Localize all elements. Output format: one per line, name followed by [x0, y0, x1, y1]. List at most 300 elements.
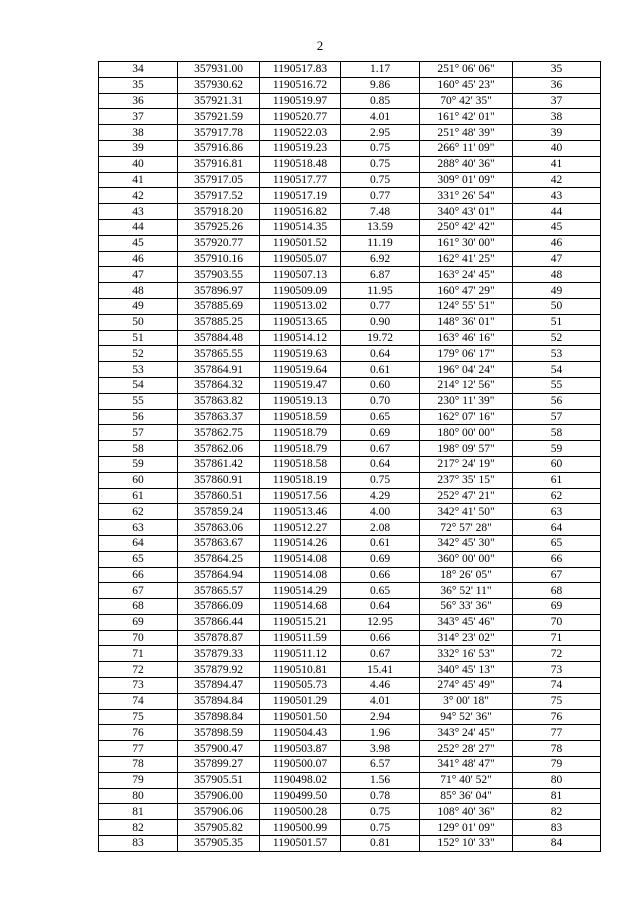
x-coordinate-cell: 357860.51 [178, 488, 260, 504]
next-point-cell: 65 [513, 535, 601, 551]
distance-cell: 4.01 [341, 109, 420, 125]
next-point-cell: 63 [513, 504, 601, 520]
table-row [99, 409, 601, 425]
y-coordinate-cell: 1190501.52 [260, 235, 341, 251]
x-coordinate-cell: 357864.25 [178, 551, 260, 567]
bearing-cell: 198° 09' 57" [420, 441, 513, 457]
distance-cell: 12.95 [341, 614, 420, 630]
next-point-cell: 84 [513, 836, 601, 852]
table-row [99, 346, 601, 362]
distance-cell: 0.65 [341, 583, 420, 599]
x-coordinate-cell: 357879.33 [178, 646, 260, 662]
bearing-cell: 180° 00' 00" [420, 425, 513, 441]
distance-cell: 6.57 [341, 757, 420, 773]
distance-cell: 0.75 [341, 820, 420, 836]
x-coordinate-cell: 357917.52 [178, 188, 260, 204]
distance-cell: 2.94 [341, 709, 420, 725]
distance-cell: 9.86 [341, 77, 420, 93]
bearing-cell: 160° 47' 29" [420, 283, 513, 299]
table-row [99, 709, 601, 725]
table-row [99, 741, 601, 757]
x-coordinate-cell: 357864.32 [178, 377, 260, 393]
y-coordinate-cell: 1190516.82 [260, 204, 341, 220]
bearing-cell: 340° 45' 13" [420, 662, 513, 678]
y-coordinate-cell: 1190513.46 [260, 504, 341, 520]
bearing-cell: 342° 45' 30" [420, 535, 513, 551]
x-coordinate-cell: 357863.37 [178, 409, 260, 425]
x-coordinate-cell: 357863.06 [178, 520, 260, 536]
point-number-cell: 74 [99, 693, 178, 709]
y-coordinate-cell: 1190518.79 [260, 425, 341, 441]
point-number-cell: 59 [99, 456, 178, 472]
distance-cell: 0.75 [341, 804, 420, 820]
bearing-cell: 70° 42' 35" [420, 93, 513, 109]
next-point-cell: 82 [513, 804, 601, 820]
x-coordinate-cell: 357906.06 [178, 804, 260, 820]
x-coordinate-cell: 357910.16 [178, 251, 260, 267]
distance-cell: 0.61 [341, 362, 420, 378]
point-number-cell: 64 [99, 535, 178, 551]
table-row [99, 662, 601, 678]
point-number-cell: 66 [99, 567, 178, 583]
table-row [99, 330, 601, 346]
point-number-cell: 43 [99, 204, 178, 220]
bearing-cell: 251° 48' 39" [420, 125, 513, 141]
point-number-cell: 68 [99, 599, 178, 615]
distance-cell: 0.77 [341, 298, 420, 314]
point-number-cell: 62 [99, 504, 178, 520]
x-coordinate-cell: 357863.67 [178, 535, 260, 551]
table-row [99, 156, 601, 172]
y-coordinate-cell: 1190513.65 [260, 314, 341, 330]
x-coordinate-cell: 357900.47 [178, 741, 260, 757]
bearing-cell: 36° 52' 11" [420, 583, 513, 599]
table-row [99, 251, 601, 267]
next-point-cell: 66 [513, 551, 601, 567]
y-coordinate-cell: 1190519.97 [260, 93, 341, 109]
next-point-cell: 38 [513, 109, 601, 125]
next-point-cell: 37 [513, 93, 601, 109]
y-coordinate-cell: 1190519.64 [260, 362, 341, 378]
y-coordinate-cell: 1190501.57 [260, 836, 341, 852]
next-point-cell: 43 [513, 188, 601, 204]
x-coordinate-cell: 357905.35 [178, 836, 260, 852]
distance-cell: 0.75 [341, 472, 420, 488]
next-point-cell: 46 [513, 235, 601, 251]
point-number-cell: 53 [99, 362, 178, 378]
table-row [99, 804, 601, 820]
bearing-cell: 252° 28' 27" [420, 741, 513, 757]
table-row [99, 693, 601, 709]
distance-cell: 2.08 [341, 520, 420, 536]
bearing-cell: 340° 43' 01" [420, 204, 513, 220]
point-number-cell: 65 [99, 551, 178, 567]
y-coordinate-cell: 1190519.13 [260, 393, 341, 409]
x-coordinate-cell: 357903.55 [178, 267, 260, 283]
x-coordinate-cell: 357865.57 [178, 583, 260, 599]
x-coordinate-cell: 357918.20 [178, 204, 260, 220]
table-row [99, 836, 601, 852]
point-number-cell: 57 [99, 425, 178, 441]
y-coordinate-cell: 1190517.56 [260, 488, 341, 504]
y-coordinate-cell: 1190514.08 [260, 567, 341, 583]
y-coordinate-cell: 1190511.59 [260, 630, 341, 646]
distance-cell: 11.95 [341, 283, 420, 299]
y-coordinate-cell: 1190499.50 [260, 788, 341, 804]
bearing-cell: 152° 10' 33" [420, 836, 513, 852]
y-coordinate-cell: 1190518.59 [260, 409, 341, 425]
distance-cell: 0.90 [341, 314, 420, 330]
x-coordinate-cell: 357862.06 [178, 441, 260, 457]
point-number-cell: 76 [99, 725, 178, 741]
next-point-cell: 73 [513, 662, 601, 678]
point-number-cell: 70 [99, 630, 178, 646]
next-point-cell: 76 [513, 709, 601, 725]
next-point-cell: 47 [513, 251, 601, 267]
table-row [99, 441, 601, 457]
distance-cell: 0.66 [341, 630, 420, 646]
bearing-cell: 309° 01' 09" [420, 172, 513, 188]
distance-cell: 0.60 [341, 377, 420, 393]
x-coordinate-cell: 357925.26 [178, 219, 260, 235]
bearing-cell: 252° 47' 21" [420, 488, 513, 504]
y-coordinate-cell: 1190510.81 [260, 662, 341, 678]
bearing-cell: 217° 24' 19" [420, 456, 513, 472]
table-row [99, 125, 601, 141]
point-number-cell: 51 [99, 330, 178, 346]
point-number-cell: 55 [99, 393, 178, 409]
next-point-cell: 39 [513, 125, 601, 141]
y-coordinate-cell: 1190512.27 [260, 520, 341, 536]
y-coordinate-cell: 1190519.23 [260, 140, 341, 156]
x-coordinate-cell: 357917.78 [178, 125, 260, 141]
x-coordinate-cell: 357921.31 [178, 93, 260, 109]
table-row [99, 772, 601, 788]
distance-cell: 13.59 [341, 219, 420, 235]
y-coordinate-cell: 1190501.50 [260, 709, 341, 725]
table-row [99, 204, 601, 220]
distance-cell: 0.78 [341, 788, 420, 804]
x-coordinate-cell: 357894.47 [178, 678, 260, 694]
x-coordinate-cell: 357884.48 [178, 330, 260, 346]
point-number-cell: 81 [99, 804, 178, 820]
next-point-cell: 78 [513, 741, 601, 757]
next-point-cell: 69 [513, 599, 601, 615]
point-number-cell: 50 [99, 314, 178, 330]
next-point-cell: 50 [513, 298, 601, 314]
x-coordinate-cell: 357931.00 [178, 62, 260, 78]
point-number-cell: 60 [99, 472, 178, 488]
next-point-cell: 67 [513, 567, 601, 583]
x-coordinate-cell: 357859.24 [178, 504, 260, 520]
bearing-cell: 162° 07' 16" [420, 409, 513, 425]
y-coordinate-cell: 1190505.07 [260, 251, 341, 267]
x-coordinate-cell: 357899.27 [178, 757, 260, 773]
x-coordinate-cell: 357905.51 [178, 772, 260, 788]
x-coordinate-cell: 357905.82 [178, 820, 260, 836]
y-coordinate-cell: 1190514.68 [260, 599, 341, 615]
x-coordinate-cell: 357864.91 [178, 362, 260, 378]
point-number-cell: 38 [99, 125, 178, 141]
distance-cell: 6.92 [341, 251, 420, 267]
table-row [99, 551, 601, 567]
table-row [99, 188, 601, 204]
bearing-cell: 71° 40' 52" [420, 772, 513, 788]
next-point-cell: 36 [513, 77, 601, 93]
next-point-cell: 58 [513, 425, 601, 441]
x-coordinate-cell: 357917.05 [178, 172, 260, 188]
bearing-cell: 250° 42' 42" [420, 219, 513, 235]
point-number-cell: 40 [99, 156, 178, 172]
x-coordinate-cell: 357894.84 [178, 693, 260, 709]
next-point-cell: 60 [513, 456, 601, 472]
y-coordinate-cell: 1190522.03 [260, 125, 341, 141]
x-coordinate-cell: 357916.81 [178, 156, 260, 172]
y-coordinate-cell: 1190516.72 [260, 77, 341, 93]
table-row [99, 314, 601, 330]
next-point-cell: 35 [513, 62, 601, 78]
bearing-cell: 343° 24' 45" [420, 725, 513, 741]
table-row [99, 820, 601, 836]
bearing-cell: 342° 41' 50" [420, 504, 513, 520]
table-row [99, 362, 601, 378]
distance-cell: 0.77 [341, 188, 420, 204]
bearing-cell: 237° 35' 15" [420, 472, 513, 488]
next-point-cell: 56 [513, 393, 601, 409]
next-point-cell: 44 [513, 204, 601, 220]
x-coordinate-cell: 357921.59 [178, 109, 260, 125]
next-point-cell: 61 [513, 472, 601, 488]
table-row [99, 472, 601, 488]
table-row [99, 630, 601, 646]
table-row [99, 456, 601, 472]
y-coordinate-cell: 1190520.77 [260, 109, 341, 125]
distance-cell: 6.87 [341, 267, 420, 283]
table-row [99, 393, 601, 409]
y-coordinate-cell: 1190505.73 [260, 678, 341, 694]
next-point-cell: 71 [513, 630, 601, 646]
bearing-cell: 56° 33' 36" [420, 599, 513, 615]
distance-cell: 3.98 [341, 741, 420, 757]
y-coordinate-cell: 1190500.99 [260, 820, 341, 836]
point-number-cell: 45 [99, 235, 178, 251]
x-coordinate-cell: 357861.42 [178, 456, 260, 472]
distance-cell: 0.75 [341, 140, 420, 156]
point-number-cell: 67 [99, 583, 178, 599]
bearing-cell: 331° 26' 54" [420, 188, 513, 204]
distance-cell: 4.01 [341, 693, 420, 709]
y-coordinate-cell: 1190501.29 [260, 693, 341, 709]
y-coordinate-cell: 1190519.63 [260, 346, 341, 362]
point-number-cell: 35 [99, 77, 178, 93]
next-point-cell: 51 [513, 314, 601, 330]
x-coordinate-cell: 357898.84 [178, 709, 260, 725]
y-coordinate-cell: 1190517.77 [260, 172, 341, 188]
next-point-cell: 48 [513, 267, 601, 283]
distance-cell: 15.41 [341, 662, 420, 678]
y-coordinate-cell: 1190509.09 [260, 283, 341, 299]
distance-cell: 1.56 [341, 772, 420, 788]
x-coordinate-cell: 357866.44 [178, 614, 260, 630]
bearing-cell: 343° 45' 46" [420, 614, 513, 630]
next-point-cell: 54 [513, 362, 601, 378]
distance-cell: 0.69 [341, 425, 420, 441]
point-number-cell: 52 [99, 346, 178, 362]
table-row [99, 172, 601, 188]
x-coordinate-cell: 357920.77 [178, 235, 260, 251]
bearing-cell: 230° 11' 39" [420, 393, 513, 409]
x-coordinate-cell: 357898.59 [178, 725, 260, 741]
next-point-cell: 45 [513, 219, 601, 235]
table-row [99, 567, 601, 583]
x-coordinate-cell: 357862.75 [178, 425, 260, 441]
table-row [99, 788, 601, 804]
x-coordinate-cell: 357878.87 [178, 630, 260, 646]
next-point-cell: 83 [513, 820, 601, 836]
distance-cell: 0.64 [341, 346, 420, 362]
next-point-cell: 70 [513, 614, 601, 630]
point-number-cell: 58 [99, 441, 178, 457]
y-coordinate-cell: 1190518.19 [260, 472, 341, 488]
table-row [99, 93, 601, 109]
x-coordinate-cell: 357885.69 [178, 298, 260, 314]
y-coordinate-cell: 1190514.35 [260, 219, 341, 235]
next-point-cell: 59 [513, 441, 601, 457]
distance-cell: 0.81 [341, 836, 420, 852]
point-number-cell: 39 [99, 140, 178, 156]
point-number-cell: 77 [99, 741, 178, 757]
y-coordinate-cell: 1190500.28 [260, 804, 341, 820]
point-number-cell: 63 [99, 520, 178, 536]
y-coordinate-cell: 1190500.07 [260, 757, 341, 773]
point-number-cell: 41 [99, 172, 178, 188]
x-coordinate-cell: 357916.86 [178, 140, 260, 156]
bearing-cell: 161° 30' 00" [420, 235, 513, 251]
distance-cell: 11.19 [341, 235, 420, 251]
point-number-cell: 82 [99, 820, 178, 836]
table-row [99, 219, 601, 235]
point-number-cell: 72 [99, 662, 178, 678]
next-point-cell: 77 [513, 725, 601, 741]
next-point-cell: 74 [513, 678, 601, 694]
point-number-cell: 83 [99, 836, 178, 852]
point-number-cell: 71 [99, 646, 178, 662]
distance-cell: 0.64 [341, 456, 420, 472]
next-point-cell: 64 [513, 520, 601, 536]
next-point-cell: 79 [513, 757, 601, 773]
x-coordinate-cell: 357906.00 [178, 788, 260, 804]
point-number-cell: 34 [99, 62, 178, 78]
bearing-cell: 3° 00' 18" [420, 693, 513, 709]
next-point-cell: 41 [513, 156, 601, 172]
distance-cell: 0.75 [341, 172, 420, 188]
table-row [99, 488, 601, 504]
distance-cell: 19.72 [341, 330, 420, 346]
bearing-cell: 129° 01' 09" [420, 820, 513, 836]
next-point-cell: 57 [513, 409, 601, 425]
point-number-cell: 36 [99, 93, 178, 109]
bearing-cell: 214° 12' 56" [420, 377, 513, 393]
x-coordinate-cell: 357879.92 [178, 662, 260, 678]
distance-cell: 0.64 [341, 599, 420, 615]
distance-cell: 0.61 [341, 535, 420, 551]
table-row [99, 678, 601, 694]
distance-cell: 0.70 [341, 393, 420, 409]
point-number-cell: 42 [99, 188, 178, 204]
distance-cell: 0.85 [341, 93, 420, 109]
distance-cell: 4.46 [341, 678, 420, 694]
point-number-cell: 44 [99, 219, 178, 235]
next-point-cell: 62 [513, 488, 601, 504]
table-row [99, 109, 601, 125]
y-coordinate-cell: 1190517.19 [260, 188, 341, 204]
next-point-cell: 49 [513, 283, 601, 299]
bearing-cell: 360° 00' 00" [420, 551, 513, 567]
table-row [99, 504, 601, 520]
y-coordinate-cell: 1190515.21 [260, 614, 341, 630]
next-point-cell: 40 [513, 140, 601, 156]
bearing-cell: 314° 23' 02" [420, 630, 513, 646]
table-row [99, 140, 601, 156]
table-row [99, 77, 601, 93]
x-coordinate-cell: 357864.94 [178, 567, 260, 583]
y-coordinate-cell: 1190503.87 [260, 741, 341, 757]
y-coordinate-cell: 1190513.02 [260, 298, 341, 314]
table-row [99, 614, 601, 630]
bearing-cell: 196° 04' 24" [420, 362, 513, 378]
table-row [99, 62, 601, 78]
table-row [99, 725, 601, 741]
distance-cell: 0.67 [341, 441, 420, 457]
point-number-cell: 69 [99, 614, 178, 630]
distance-cell: 0.67 [341, 646, 420, 662]
next-point-cell: 53 [513, 346, 601, 362]
bearing-cell: 161° 42' 01" [420, 109, 513, 125]
bearing-cell: 162° 41' 25" [420, 251, 513, 267]
point-number-cell: 46 [99, 251, 178, 267]
x-coordinate-cell: 357930.62 [178, 77, 260, 93]
bearing-cell: 148° 36' 01" [420, 314, 513, 330]
bearing-cell: 108° 40' 36" [420, 804, 513, 820]
table-row [99, 583, 601, 599]
bearing-cell: 72° 57' 28" [420, 520, 513, 536]
point-number-cell: 61 [99, 488, 178, 504]
y-coordinate-cell: 1190514.12 [260, 330, 341, 346]
point-number-cell: 47 [99, 267, 178, 283]
y-coordinate-cell: 1190514.08 [260, 551, 341, 567]
page-number: 2 [316, 38, 324, 53]
table-row [99, 520, 601, 536]
point-number-cell: 78 [99, 757, 178, 773]
x-coordinate-cell: 357866.09 [178, 599, 260, 615]
y-coordinate-cell: 1190514.29 [260, 583, 341, 599]
bearing-cell: 18° 26' 05" [420, 567, 513, 583]
bearing-cell: 266° 11' 09" [420, 140, 513, 156]
bearing-cell: 179° 06' 17" [420, 346, 513, 362]
point-number-cell: 73 [99, 678, 178, 694]
bearing-cell: 163° 46' 16" [420, 330, 513, 346]
x-coordinate-cell: 357860.91 [178, 472, 260, 488]
bearing-cell: 85° 36' 04" [420, 788, 513, 804]
x-coordinate-cell: 357863.82 [178, 393, 260, 409]
next-point-cell: 55 [513, 377, 601, 393]
y-coordinate-cell: 1190518.79 [260, 441, 341, 457]
x-coordinate-cell: 357896.97 [178, 283, 260, 299]
y-coordinate-cell: 1190498.02 [260, 772, 341, 788]
y-coordinate-cell: 1190504.43 [260, 725, 341, 741]
table-row [99, 646, 601, 662]
table-row [99, 283, 601, 299]
